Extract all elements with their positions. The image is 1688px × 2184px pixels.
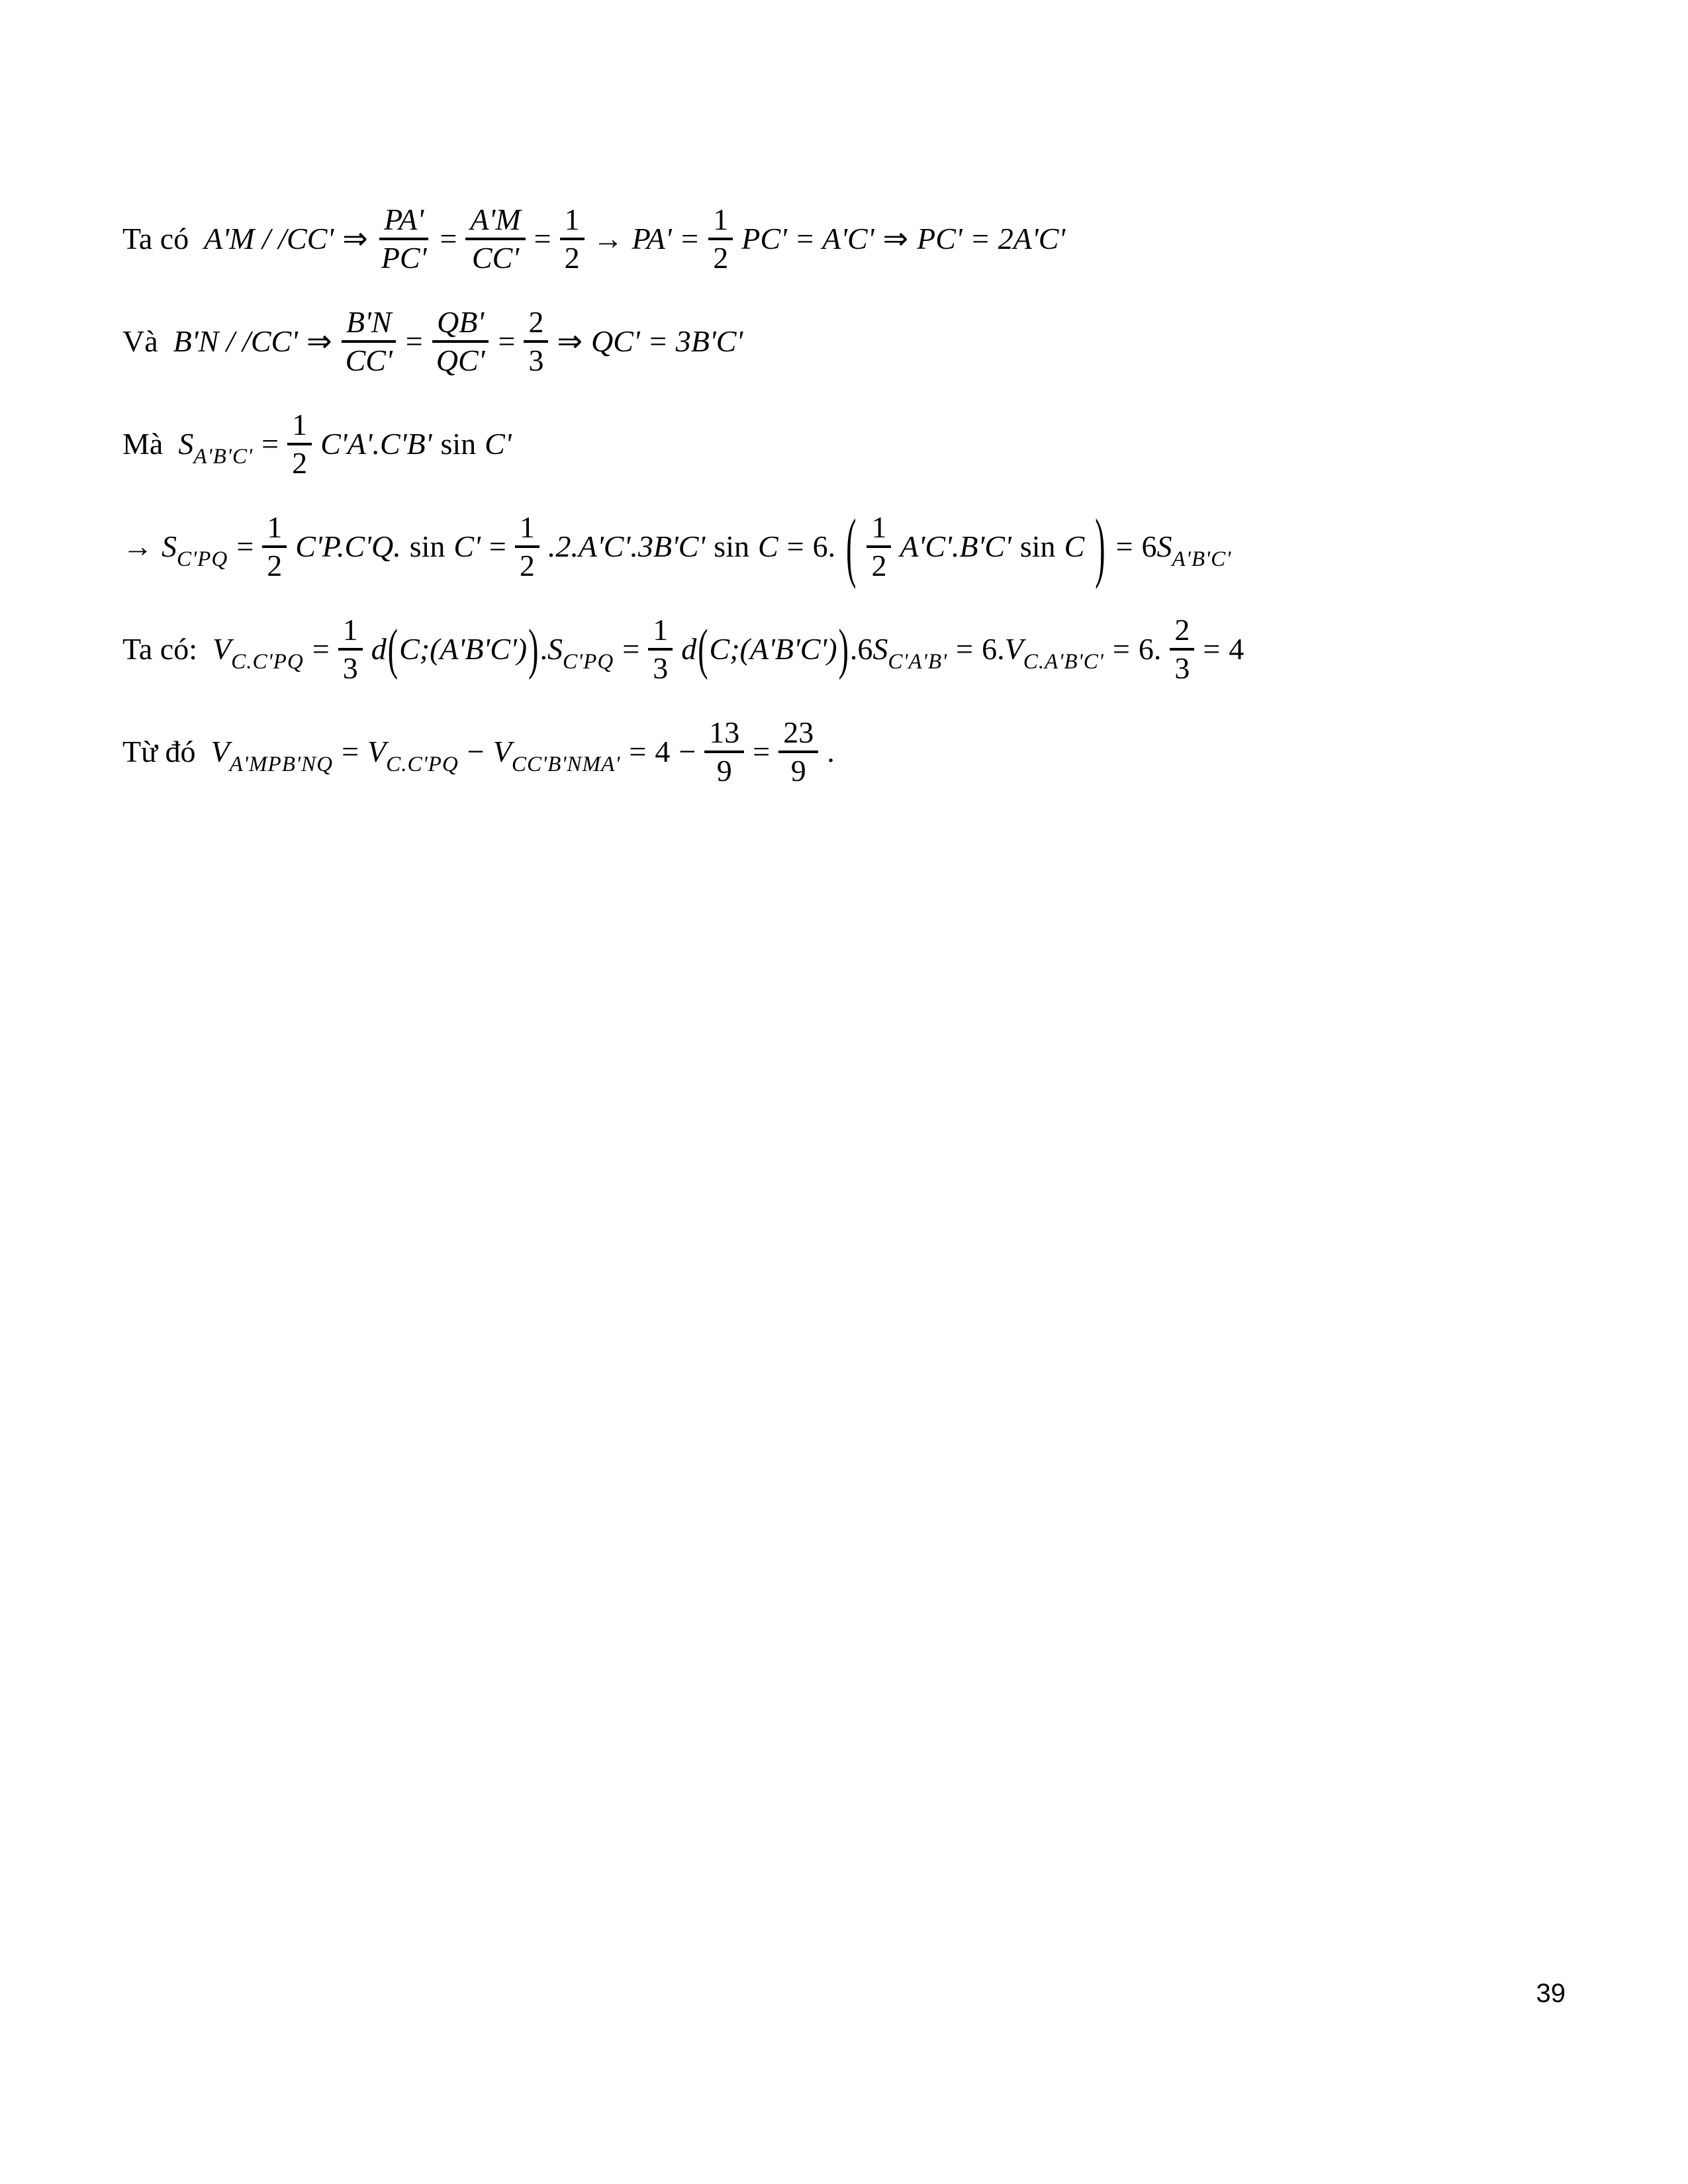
fraction-numerator: 2 [524,305,548,343]
math-expression: C'P.C'Q. [295,529,401,563]
equals-sign: = [1115,529,1133,563]
math-expression: C' [453,529,481,563]
equation-line-5 [122,598,1244,700]
fraction [704,715,744,788]
fraction-numerator: 1 [648,613,673,651]
math-expression: C'A'.C'B' [320,426,432,461]
symbol-base: V [367,734,387,768]
equals-sign: = [622,631,640,666]
fraction-numerator: 2 [1170,613,1194,651]
equals-sign: = [236,529,254,563]
fraction [524,305,548,377]
fraction [341,305,397,377]
symbol-base: V [212,631,232,666]
fraction-denominator: 2 [519,548,535,582]
line1-lead-text: Ta có [122,221,189,255]
fraction-numerator: 1 [867,510,891,548]
math-expression: PA' = [632,221,700,255]
equals-sign: = [261,426,279,461]
fraction-numerator: 1 [287,408,312,445]
symbol-subscript: A'MPB'NQ [229,751,334,776]
fraction-numerator: 13 [704,715,744,753]
subscripted-symbol [982,631,1104,674]
fraction-numerator: PA' [379,203,428,240]
fraction-denominator: 3 [342,651,358,685]
fraction-numerator: 1 [708,203,733,240]
sin-function: sin [714,529,749,563]
fraction [338,613,363,685]
left-parenthesis: ( [387,617,399,680]
equation-line-2 [122,290,1244,392]
subscripted-symbol [492,733,621,776]
fraction [708,203,733,275]
implies-arrow: ⇒ [342,221,368,255]
distance-argument: C;(A'B'C') [399,631,528,666]
subscripted-symbol [1141,528,1232,571]
fraction-denominator: 2 [564,240,580,275]
fraction-numerator: A'M [465,203,525,240]
fraction-denominator: 3 [653,651,669,685]
fraction-numerator: 1 [262,510,287,548]
left-parenthesis: ( [846,503,857,590]
dot-operator: . [539,631,547,666]
equation-line-6 [122,700,1244,803]
fraction-numerator: QB' [432,305,489,343]
symbol-subscript: C.A'B'C' [1023,649,1104,674]
math-expression: A'M / /CC' [204,221,334,255]
result-value: 4 [1229,631,1244,666]
symbol-subscript: C'A'B' [888,649,948,674]
math-expression: PC' = 2A'C' [917,221,1066,255]
fraction [867,510,891,582]
symbol-subscript: C'PQ [177,546,228,571]
subscripted-symbol [162,528,228,571]
dot-operator: .6 [849,631,873,666]
number: 4 [655,734,671,768]
fraction-denominator: CC' [471,240,520,275]
equals-sign: = [498,324,516,358]
d-function: d [681,631,697,666]
arrow: → [592,221,624,255]
subscripted-symbol [212,631,304,674]
symbol-subscript: C'PQ [562,649,614,674]
fraction-denominator: QC' [436,343,485,377]
fraction [1170,613,1194,685]
equation-line-4 [122,495,1244,598]
symbol-base: S [872,631,888,666]
fraction-numerator: B'N [342,305,397,343]
equals-sign: = [753,734,771,768]
coefficient: 6. [812,529,836,563]
equation-line-3 [122,392,1244,495]
period: . [827,734,835,768]
symbol-base: S [547,631,563,666]
fraction [778,715,818,788]
fraction-denominator: 2 [292,445,308,480]
equals-sign: = [440,221,457,255]
symbol-subscript: CC'B'NMA' [511,751,621,776]
fraction-denominator: 3 [528,343,544,377]
sin-function: sin [440,426,477,461]
right-parenthesis: ) [1095,503,1105,590]
math-expression: C [1064,529,1085,563]
symbol-base: S [178,426,194,461]
implies-arrow: ⇒ [306,324,332,358]
math-expression: C [757,529,778,563]
equals-sign: = [312,631,330,666]
distance-term [681,617,948,680]
fraction [560,203,585,275]
equals-sign: = [786,529,804,563]
symbol-base: V [1004,631,1023,666]
coefficient: 6. [982,631,1005,666]
fraction [465,203,525,275]
symbol-base: S [1156,529,1172,563]
equals-sign: = [489,529,506,563]
fraction-denominator: 2 [871,548,887,582]
equals-sign: = [405,324,423,358]
implies-arrow: ⇒ [882,221,909,255]
math-expression: A'C'.B'C' [900,529,1011,563]
fraction [287,408,312,480]
minus-sign: − [467,734,485,768]
symbol-base: V [211,734,230,768]
symbol-base: V [492,734,512,768]
equals-sign: = [342,734,359,768]
distance-term [371,617,614,680]
fraction-numerator: 1 [515,510,539,548]
symbol-subscript: A'B'C' [193,443,254,469]
minus-sign: − [679,734,696,768]
equals-sign: = [629,734,647,768]
left-parenthesis: ( [698,617,708,680]
symbol-subscript: C.C'PQ [231,649,304,674]
fraction-numerator: 1 [338,613,363,651]
sin-function: sin [409,529,445,563]
fraction-denominator: 2 [267,548,283,582]
solution-content [122,187,1244,803]
arrow: → [122,529,153,563]
d-function: d [371,631,387,666]
fraction-denominator: PC' [381,240,427,275]
fraction [262,510,287,582]
fraction-numerator: 23 [778,715,818,753]
symbol-subscript: C.C'PQ [386,751,459,776]
math-expression: B'N / /CC' [173,324,299,358]
line5-lead-text: Ta có: [122,631,198,666]
sin-function: sin [1019,529,1056,563]
line6-lead-text: Từ đó [122,734,196,768]
math-expression: .2.A'C'.3B'C' [547,529,706,563]
fraction-denominator: CC' [345,343,393,377]
fraction-denominator: 9 [790,753,806,788]
equals-sign: = [1203,631,1221,666]
math-expression: PC' = A'C' [741,221,874,255]
equation-line-1 [122,187,1244,290]
math-expression: C' [485,426,512,461]
fraction [515,510,539,582]
distance-argument: C;(A'B'C') [709,631,837,666]
subscripted-symbol [178,426,254,469]
fraction-denominator: 3 [1174,651,1190,685]
line3-lead-text: Mà [122,426,164,461]
fraction-denominator: 9 [716,753,732,788]
coefficient: 6. [1138,631,1162,666]
right-parenthesis: ) [838,617,849,680]
page-number: 39 [1536,1979,1566,2008]
fraction [432,305,490,377]
fraction-denominator: 2 [713,240,729,275]
symbol-base: S [162,529,177,563]
right-parenthesis: ) [528,617,539,680]
line2-lead-text: Và [122,324,158,358]
equals-sign: = [1112,631,1130,666]
math-expression: QC' = 3B'C' [590,324,743,358]
subscripted-symbol [211,733,334,776]
fraction [377,203,432,275]
equals-sign: = [534,221,551,255]
fraction [648,613,673,685]
coefficient: 6 [1141,529,1157,563]
fraction-numerator: 1 [560,203,585,240]
subscripted-symbol [367,733,459,776]
equals-sign: = [956,631,974,666]
implies-arrow: ⇒ [557,324,583,358]
symbol-subscript: A'B'C' [1172,546,1232,571]
